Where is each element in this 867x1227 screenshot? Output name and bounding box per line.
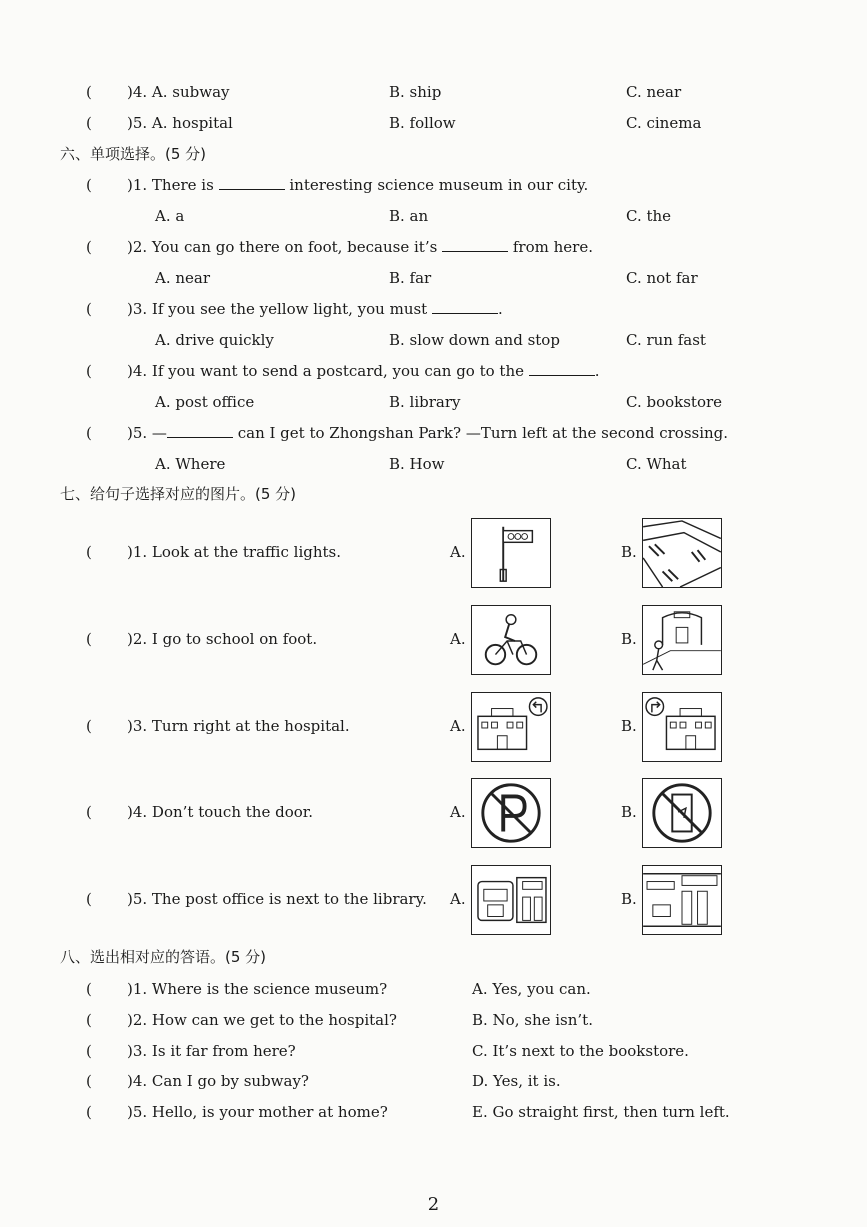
answer-paren: (: [86, 362, 92, 380]
option-b: B. follow: [389, 114, 456, 132]
question-text: )1. Look at the traffic lights.: [127, 543, 341, 561]
option-a: A. post office: [155, 393, 255, 411]
fill-blank[interactable]: [442, 237, 508, 252]
fill-blank[interactable]: [529, 361, 595, 376]
crosswalk-icon[interactable]: [642, 518, 722, 588]
no-parking-icon[interactable]: [471, 778, 551, 848]
option-b-label: B.: [621, 890, 637, 908]
question-text-after: from here.: [512, 238, 593, 256]
fill-blank[interactable]: [219, 175, 285, 190]
answer-paren: (: [86, 83, 92, 101]
question-text: )4. Can I go by subway?: [127, 1072, 309, 1090]
option-c: C. not far: [626, 269, 698, 287]
answer-paren: (: [86, 1042, 92, 1060]
option-b: B. How: [389, 455, 445, 473]
question-text: )5. Hello, is your mother at home?: [127, 1103, 388, 1121]
answer-paren: (: [86, 803, 92, 821]
section-heading: 六、单项选择。(5 分): [60, 145, 207, 163]
question-text: )3. If you see the yellow light, you must: [127, 300, 428, 318]
option-c: C. What: [626, 455, 687, 473]
option-a-label: A.: [450, 890, 466, 908]
option-b: B. far: [389, 269, 432, 287]
question-text: )5. —: [127, 424, 167, 442]
option-a-label: A.: [450, 543, 466, 561]
option-a: A. near: [155, 269, 211, 287]
answer-paren: (: [86, 543, 92, 561]
answer-paren: (: [86, 1103, 92, 1121]
answer-paren: (: [86, 890, 92, 908]
option-c: C. bookstore: [626, 393, 723, 411]
answer-option: E. Go straight first, then turn left.: [472, 1103, 730, 1121]
answer-paren: (: [86, 114, 92, 132]
question-text-after: .: [498, 300, 503, 318]
walking-to-school-icon[interactable]: [642, 605, 722, 675]
option-b-label: B.: [621, 803, 637, 821]
answer-paren: (: [86, 980, 92, 998]
question-text-after: interesting science museum in our city.: [289, 176, 589, 194]
option-a-label: A.: [450, 803, 466, 821]
answer-paren: (: [86, 1011, 92, 1029]
post-office-icon[interactable]: [471, 865, 551, 935]
section-heading: 八、选出相对应的答语。(5 分): [60, 948, 267, 966]
section-heading: 七、给句子选择对应的图片。(5 分): [60, 485, 297, 503]
answer-paren: (: [86, 176, 92, 194]
question-label: )4. A. subway: [127, 83, 230, 101]
option-a: A. Where: [155, 455, 226, 473]
cyclist-icon[interactable]: [471, 605, 551, 675]
answer-paren: (: [86, 300, 92, 318]
answer-option: C. It’s next to the bookstore.: [472, 1042, 689, 1060]
option-b: B. ship: [389, 83, 442, 101]
option-b: B. library: [389, 393, 461, 411]
hospital-turn-left-icon[interactable]: [471, 692, 551, 762]
question-text-after: can I get to Zhongshan Park? —Turn left at the second crossing.: [237, 424, 729, 442]
answer-option: B. No, she isn’t.: [472, 1011, 593, 1029]
library-building-icon[interactable]: [642, 865, 722, 935]
question-text: )2. How can we get to the hospital?: [127, 1011, 397, 1029]
no-touch-door-icon[interactable]: [642, 778, 722, 848]
answer-option: D. Yes, it is.: [472, 1072, 561, 1090]
answer-option: A. Yes, you can.: [472, 980, 591, 998]
question-text: )5. The post office is next to the library.: [127, 890, 427, 908]
page-number: 2: [427, 1194, 440, 1215]
answer-paren: (: [86, 630, 92, 648]
option-a-label: A.: [450, 630, 466, 648]
option-c: C. cinema: [626, 114, 702, 132]
question-text: )4. If you want to send a postcard, you can go to the: [127, 362, 525, 380]
hospital-turn-right-icon[interactable]: [642, 692, 722, 762]
question-label: )5. A. hospital: [127, 114, 233, 132]
fill-blank[interactable]: [167, 423, 233, 438]
option-a: A. drive quickly: [155, 331, 274, 349]
answer-paren: (: [86, 424, 92, 442]
question-text: )3. Turn right at the hospital.: [127, 717, 350, 735]
option-b: B. slow down and stop: [389, 331, 560, 349]
question-text: )3. Is it far from here?: [127, 1042, 296, 1060]
option-a-label: A.: [450, 717, 466, 735]
question-text: )2. You can go there on foot, because it’s: [127, 238, 438, 256]
option-b-label: B.: [621, 630, 637, 648]
question-text: )1. Where is the science museum?: [127, 980, 388, 998]
option-c: C. the: [626, 207, 672, 225]
answer-paren: (: [86, 1072, 92, 1090]
option-a: A. a: [155, 207, 185, 225]
question-text: )2. I go to school on foot.: [127, 630, 318, 648]
option-b-label: B.: [621, 543, 637, 561]
answer-paren: (: [86, 238, 92, 256]
fill-blank[interactable]: [432, 299, 498, 314]
option-c: C. run fast: [626, 331, 706, 349]
question-text: )1. There is: [127, 176, 214, 194]
option-b: B. an: [389, 207, 429, 225]
option-c: C. near: [626, 83, 682, 101]
option-b-label: B.: [621, 717, 637, 735]
question-text: )4. Don’t touch the door.: [127, 803, 314, 821]
traffic-light-icon[interactable]: [471, 518, 551, 588]
answer-paren: (: [86, 717, 92, 735]
question-text-after: .: [594, 362, 600, 380]
